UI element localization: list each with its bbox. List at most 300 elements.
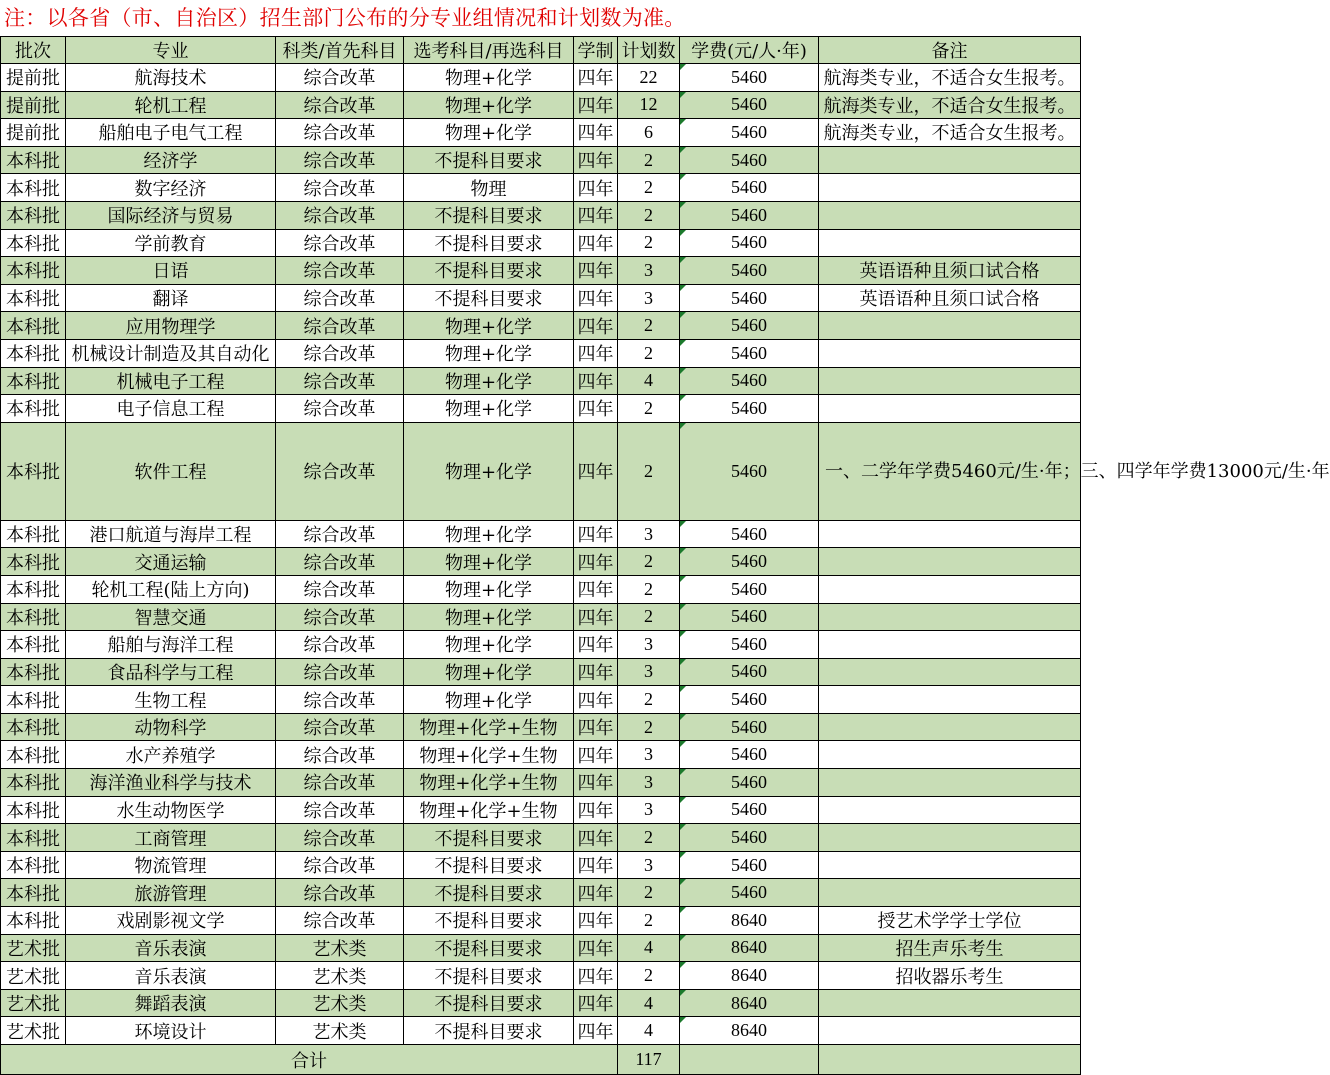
cell-fee: 5460 (680, 796, 819, 824)
cell-category: 综合改革 (276, 575, 404, 603)
cell-fee: 5460 (680, 312, 819, 340)
cell-remark: 授艺术学学士学位 (819, 907, 1081, 935)
cell-major: 国际经济与贸易 (66, 201, 276, 229)
table-row (1, 520, 1081, 548)
cell-fee: 5460 (680, 284, 819, 312)
cell-fee: 8640 (680, 989, 819, 1017)
cell-plan: 6 (618, 119, 680, 147)
cell-batch: 艺术批 (1, 989, 66, 1017)
cell-major: 轮机工程(陆上方向) (66, 575, 276, 603)
cell-subjects: 物理+化学 (404, 395, 574, 423)
cell-fee: 8640 (680, 907, 819, 935)
table-row (1, 367, 1081, 395)
cell-duration: 四年 (574, 422, 618, 520)
cell-fee: 8640 (680, 1017, 819, 1045)
cell-batch: 本科批 (1, 686, 66, 714)
cell-remark (819, 879, 1081, 907)
cell-subjects: 不提科目要求 (404, 962, 574, 990)
cell-batch: 艺术批 (1, 962, 66, 990)
cell-duration: 四年 (574, 713, 618, 741)
cell-fee: 5460 (680, 422, 819, 520)
cell-batch: 本科批 (1, 741, 66, 769)
table-header-row (1, 37, 1081, 64)
cell-category: 综合改革 (276, 851, 404, 879)
header-duration: 学制 (574, 37, 618, 64)
cell-remark (819, 769, 1081, 797)
total-label: 合计 (1, 1045, 618, 1075)
cell-subjects: 物理+化学 (404, 603, 574, 631)
cell-batch: 本科批 (1, 367, 66, 395)
cell-major: 水产养殖学 (66, 741, 276, 769)
table-row (1, 1017, 1081, 1045)
table-row (1, 962, 1081, 990)
total-remark-empty (819, 1045, 1081, 1075)
total-plan: 117 (618, 1045, 680, 1075)
cell-category: 综合改革 (276, 686, 404, 714)
cell-subjects: 不提科目要求 (404, 851, 574, 879)
cell-category: 综合改革 (276, 713, 404, 741)
cell-batch: 本科批 (1, 658, 66, 686)
cell-category: 综合改革 (276, 796, 404, 824)
cell-subjects: 不提科目要求 (404, 284, 574, 312)
cell-category: 综合改革 (276, 907, 404, 935)
cell-remark (819, 686, 1081, 714)
cell-remark (819, 1017, 1081, 1045)
cell-fee: 5460 (680, 119, 819, 147)
cell-duration: 四年 (574, 174, 618, 202)
cell-fee: 5460 (680, 575, 819, 603)
cell-subjects: 物理+化学 (404, 367, 574, 395)
cell-major: 物流管理 (66, 851, 276, 879)
cell-remark: 招收器乐考生 (819, 962, 1081, 990)
cell-fee: 5460 (680, 658, 819, 686)
cell-duration: 四年 (574, 520, 618, 548)
table-row (1, 201, 1081, 229)
cell-batch: 提前批 (1, 64, 66, 92)
table-row (1, 603, 1081, 631)
cell-category: 综合改革 (276, 201, 404, 229)
cell-plan: 2 (618, 575, 680, 603)
cell-duration: 四年 (574, 575, 618, 603)
cell-plan: 3 (618, 851, 680, 879)
cell-category: 综合改革 (276, 339, 404, 367)
cell-remark (819, 174, 1081, 202)
cell-plan: 3 (618, 769, 680, 797)
cell-plan: 3 (618, 741, 680, 769)
cell-category: 综合改革 (276, 64, 404, 92)
table-row (1, 851, 1081, 879)
cell-duration: 四年 (574, 91, 618, 119)
cell-remark: 航海类专业，不适合女生报考。 (819, 91, 1081, 119)
cell-remark (819, 395, 1081, 423)
cell-batch: 本科批 (1, 575, 66, 603)
cell-fee: 5460 (680, 686, 819, 714)
cell-fee: 5460 (680, 395, 819, 423)
cell-duration: 四年 (574, 824, 618, 852)
cell-remark (819, 658, 1081, 686)
cell-major: 工商管理 (66, 824, 276, 852)
cell-plan: 2 (618, 174, 680, 202)
cell-batch: 艺术批 (1, 934, 66, 962)
cell-major: 轮机工程 (66, 91, 276, 119)
cell-major: 船舶电子电气工程 (66, 119, 276, 147)
cell-plan: 2 (618, 713, 680, 741)
cell-major: 交通运输 (66, 548, 276, 576)
cell-duration: 四年 (574, 879, 618, 907)
cell-fee: 5460 (680, 146, 819, 174)
cell-remark: 航海类专业，不适合女生报考。 (819, 119, 1081, 147)
cell-major: 水生动物医学 (66, 796, 276, 824)
cell-subjects: 物理+化学 (404, 631, 574, 659)
cell-batch: 本科批 (1, 603, 66, 631)
table-row (1, 575, 1081, 603)
cell-duration: 四年 (574, 257, 618, 285)
cell-plan: 4 (618, 989, 680, 1017)
cell-plan: 2 (618, 907, 680, 935)
cell-subjects: 物理+化学 (404, 548, 574, 576)
cell-major: 音乐表演 (66, 962, 276, 990)
cell-batch: 本科批 (1, 312, 66, 340)
cell-category: 综合改革 (276, 603, 404, 631)
cell-fee: 8640 (680, 934, 819, 962)
table-row (1, 658, 1081, 686)
cell-major: 智慧交通 (66, 603, 276, 631)
cell-remark (819, 575, 1081, 603)
cell-duration: 四年 (574, 907, 618, 935)
cell-plan: 4 (618, 1017, 680, 1045)
table-row (1, 339, 1081, 367)
cell-subjects: 物理+化学+生物 (404, 796, 574, 824)
cell-plan: 2 (618, 686, 680, 714)
cell-duration: 四年 (574, 769, 618, 797)
cell-fee: 5460 (680, 824, 819, 852)
cell-batch: 艺术批 (1, 1017, 66, 1045)
cell-subjects: 物理+化学 (404, 64, 574, 92)
cell-batch: 本科批 (1, 146, 66, 174)
table-row (1, 686, 1081, 714)
cell-major: 音乐表演 (66, 934, 276, 962)
cell-remark (819, 339, 1081, 367)
cell-remark (819, 548, 1081, 576)
cell-category: 综合改革 (276, 174, 404, 202)
cell-subjects: 不提科目要求 (404, 879, 574, 907)
cell-category: 综合改革 (276, 146, 404, 174)
cell-plan: 2 (618, 229, 680, 257)
cell-category: 综合改革 (276, 229, 404, 257)
cell-plan: 2 (618, 824, 680, 852)
cell-major: 环境设计 (66, 1017, 276, 1045)
cell-remark: 一、二学年学费5460元/生·年；三、四学年学费13000元/生·年 (819, 422, 1081, 520)
cell-major: 数字经济 (66, 174, 276, 202)
cell-major: 应用物理学 (66, 312, 276, 340)
table-row (1, 879, 1081, 907)
cell-category: 综合改革 (276, 520, 404, 548)
cell-major: 戏剧影视文学 (66, 907, 276, 935)
cell-subjects: 不提科目要求 (404, 257, 574, 285)
cell-subjects: 物理+化学 (404, 422, 574, 520)
header-plan: 计划数 (618, 37, 680, 64)
cell-batch: 本科批 (1, 548, 66, 576)
cell-fee: 5460 (680, 879, 819, 907)
cell-duration: 四年 (574, 146, 618, 174)
cell-fee: 5460 (680, 851, 819, 879)
cell-category: 综合改革 (276, 879, 404, 907)
cell-remark: 英语语种且须口试合格 (819, 284, 1081, 312)
header-fee: 学费(元/人·年) (680, 37, 819, 64)
cell-batch: 本科批 (1, 824, 66, 852)
cell-plan: 3 (618, 257, 680, 285)
table-row (1, 989, 1081, 1017)
header-remark: 备注 (819, 37, 1081, 64)
cell-batch: 本科批 (1, 257, 66, 285)
cell-plan: 2 (618, 962, 680, 990)
cell-major: 海洋渔业科学与技术 (66, 769, 276, 797)
cell-fee: 5460 (680, 741, 819, 769)
table-row (1, 907, 1081, 935)
cell-major: 食品科学与工程 (66, 658, 276, 686)
cell-plan: 2 (618, 201, 680, 229)
table-row (1, 824, 1081, 852)
cell-remark (819, 146, 1081, 174)
cell-category: 综合改革 (276, 284, 404, 312)
cell-remark: 招生声乐考生 (819, 934, 1081, 962)
cell-category: 综合改革 (276, 91, 404, 119)
header-subjects: 选考科目/再选科目 (404, 37, 574, 64)
cell-category: 艺术类 (276, 989, 404, 1017)
cell-major: 舞蹈表演 (66, 989, 276, 1017)
table-body (1, 64, 1330, 1045)
table-row (1, 312, 1081, 340)
cell-duration: 四年 (574, 1017, 618, 1045)
cell-plan: 2 (618, 548, 680, 576)
header-batch: 批次 (1, 37, 66, 64)
cell-remark (819, 201, 1081, 229)
cell-batch: 本科批 (1, 851, 66, 879)
cell-subjects: 物理+化学 (404, 520, 574, 548)
header-major: 专业 (66, 37, 276, 64)
cell-batch: 本科批 (1, 520, 66, 548)
cell-remark: 航海类专业，不适合女生报考。 (819, 64, 1081, 92)
cell-remark (819, 312, 1081, 340)
cell-remark (819, 229, 1081, 257)
cell-subjects: 不提科目要求 (404, 146, 574, 174)
cell-subjects: 不提科目要求 (404, 1017, 574, 1045)
cell-remark (819, 741, 1081, 769)
cell-subjects: 不提科目要求 (404, 934, 574, 962)
cell-category: 艺术类 (276, 934, 404, 962)
cell-category: 综合改革 (276, 257, 404, 285)
cell-subjects: 不提科目要求 (404, 989, 574, 1017)
cell-fee: 8640 (680, 962, 819, 990)
cell-subjects: 物理+化学+生物 (404, 769, 574, 797)
cell-duration: 四年 (574, 229, 618, 257)
cell-batch: 本科批 (1, 174, 66, 202)
cell-duration: 四年 (574, 686, 618, 714)
cell-plan: 22 (618, 64, 680, 92)
cell-plan: 2 (618, 603, 680, 631)
cell-batch: 本科批 (1, 422, 66, 520)
cell-fee: 5460 (680, 339, 819, 367)
cell-category: 综合改革 (276, 119, 404, 147)
cell-remark (819, 713, 1081, 741)
total-row (1, 1045, 1081, 1075)
cell-major: 机械设计制造及其自动化 (66, 339, 276, 367)
cell-major: 港口航道与海岸工程 (66, 520, 276, 548)
cell-major: 电子信息工程 (66, 395, 276, 423)
total-fee-empty (680, 1045, 819, 1075)
cell-major: 航海技术 (66, 64, 276, 92)
table-row (1, 631, 1081, 659)
cell-plan: 3 (618, 796, 680, 824)
cell-subjects: 物理 (404, 174, 574, 202)
cell-subjects: 物理+化学 (404, 658, 574, 686)
table-row (1, 284, 1081, 312)
cell-batch: 本科批 (1, 907, 66, 935)
cell-remark (819, 989, 1081, 1017)
cell-fee: 5460 (680, 548, 819, 576)
cell-remark (819, 631, 1081, 659)
cell-plan: 4 (618, 367, 680, 395)
cell-duration: 四年 (574, 201, 618, 229)
cell-duration: 四年 (574, 548, 618, 576)
cell-plan: 2 (618, 395, 680, 423)
cell-duration: 四年 (574, 312, 618, 340)
cell-subjects: 物理+化学+生物 (404, 713, 574, 741)
cell-plan: 4 (618, 934, 680, 962)
cell-fee: 5460 (680, 631, 819, 659)
table-row (1, 146, 1081, 174)
cell-duration: 四年 (574, 339, 618, 367)
enrollment-plan-table (0, 36, 1330, 1075)
cell-category: 综合改革 (276, 741, 404, 769)
table-row (1, 91, 1081, 119)
table-row (1, 64, 1081, 92)
table-row (1, 713, 1081, 741)
cell-fee: 5460 (680, 520, 819, 548)
cell-plan: 3 (618, 631, 680, 659)
header-category: 科类/首先科目 (276, 37, 404, 64)
cell-remark (819, 796, 1081, 824)
cell-major: 旅游管理 (66, 879, 276, 907)
cell-duration: 四年 (574, 934, 618, 962)
cell-category: 综合改革 (276, 395, 404, 423)
cell-duration: 四年 (574, 658, 618, 686)
cell-remark (819, 367, 1081, 395)
cell-major: 船舶与海洋工程 (66, 631, 276, 659)
cell-duration: 四年 (574, 741, 618, 769)
cell-batch: 本科批 (1, 395, 66, 423)
cell-subjects: 物理+化学 (404, 312, 574, 340)
cell-category: 综合改革 (276, 658, 404, 686)
table-note: 注：以各省（市、自治区）招生部门公布的分专业组情况和计划数为准。 (4, 6, 686, 30)
cell-batch: 本科批 (1, 713, 66, 741)
cell-subjects: 物理+化学 (404, 686, 574, 714)
cell-plan: 3 (618, 520, 680, 548)
cell-duration: 四年 (574, 989, 618, 1017)
cell-category: 综合改革 (276, 824, 404, 852)
cell-plan: 12 (618, 91, 680, 119)
cell-major: 经济学 (66, 146, 276, 174)
cell-subjects: 物理+化学 (404, 339, 574, 367)
cell-duration: 四年 (574, 603, 618, 631)
cell-fee: 5460 (680, 769, 819, 797)
table-row (1, 395, 1081, 423)
cell-fee: 5460 (680, 229, 819, 257)
cell-category: 综合改革 (276, 769, 404, 797)
cell-batch: 本科批 (1, 769, 66, 797)
table-row (1, 796, 1081, 824)
cell-plan: 2 (618, 312, 680, 340)
cell-duration: 四年 (574, 64, 618, 92)
table-row (1, 741, 1081, 769)
cell-major: 软件工程 (66, 422, 276, 520)
cell-major: 学前教育 (66, 229, 276, 257)
cell-duration: 四年 (574, 851, 618, 879)
cell-remark (819, 603, 1081, 631)
cell-major: 机械电子工程 (66, 367, 276, 395)
cell-duration: 四年 (574, 367, 618, 395)
cell-duration: 四年 (574, 631, 618, 659)
cell-major: 日语 (66, 257, 276, 285)
cell-plan: 2 (618, 879, 680, 907)
cell-duration: 四年 (574, 119, 618, 147)
cell-duration: 四年 (574, 284, 618, 312)
cell-remark (819, 851, 1081, 879)
table-row (1, 229, 1081, 257)
cell-category: 综合改革 (276, 422, 404, 520)
cell-category: 综合改革 (276, 312, 404, 340)
cell-category: 综合改革 (276, 367, 404, 395)
cell-subjects: 物理+化学+生物 (404, 741, 574, 769)
cell-major: 生物工程 (66, 686, 276, 714)
cell-major: 动物科学 (66, 713, 276, 741)
cell-subjects: 不提科目要求 (404, 907, 574, 935)
cell-fee: 5460 (680, 201, 819, 229)
cell-fee: 5460 (680, 91, 819, 119)
cell-batch: 本科批 (1, 339, 66, 367)
cell-major: 翻译 (66, 284, 276, 312)
cell-subjects: 不提科目要求 (404, 201, 574, 229)
table-row (1, 257, 1081, 285)
cell-category: 综合改革 (276, 548, 404, 576)
cell-fee: 5460 (680, 257, 819, 285)
cell-subjects: 物理+化学 (404, 575, 574, 603)
table-row (1, 769, 1081, 797)
cell-plan: 2 (618, 146, 680, 174)
cell-subjects: 不提科目要求 (404, 824, 574, 852)
cell-batch: 本科批 (1, 229, 66, 257)
cell-plan: 2 (618, 422, 680, 520)
cell-batch: 提前批 (1, 91, 66, 119)
cell-subjects: 不提科目要求 (404, 229, 574, 257)
cell-category: 艺术类 (276, 962, 404, 990)
cell-duration: 四年 (574, 962, 618, 990)
cell-remark (819, 824, 1081, 852)
cell-remark (819, 520, 1081, 548)
cell-duration: 四年 (574, 796, 618, 824)
cell-subjects: 物理+化学 (404, 119, 574, 147)
table-row (1, 422, 1081, 520)
cell-remark: 英语语种且须口试合格 (819, 257, 1081, 285)
cell-subjects: 物理+化学 (404, 91, 574, 119)
cell-fee: 5460 (680, 367, 819, 395)
table-row (1, 174, 1081, 202)
cell-batch: 提前批 (1, 119, 66, 147)
cell-fee: 5460 (680, 603, 819, 631)
cell-batch: 本科批 (1, 631, 66, 659)
cell-batch: 本科批 (1, 284, 66, 312)
cell-plan: 2 (618, 339, 680, 367)
